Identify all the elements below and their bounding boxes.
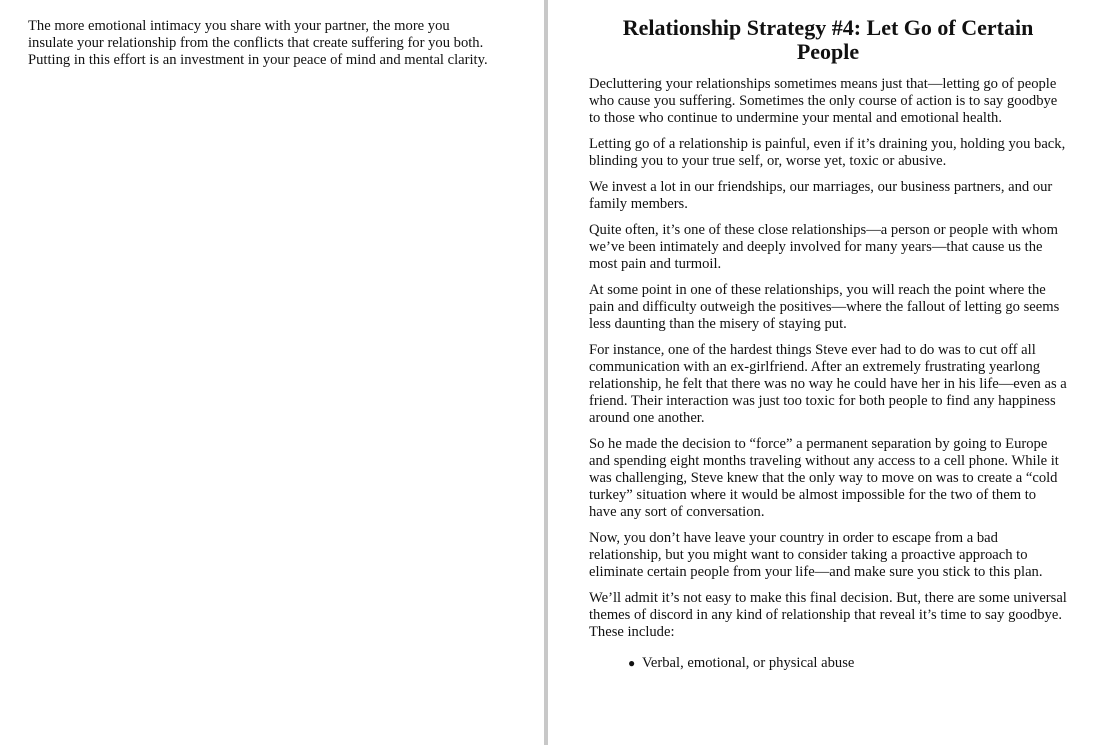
right-paragraph-4: Quite often, it’s one of these close relationships—a person or people with whom we’ve been intimately and deeply involved for many years—that cause us the most pain and turmoil. [589,222,1058,272]
right-paragraph-1: Decluttering your relationships sometimes means just that—letting go of people who cause you suffering. Sometimes the only course of action is to say goodbye to those who continue to undermine your mental and emotional health. [589,76,1058,126]
left-paragraph-1: The more emotional intimacy you share with your partner, the more you insulate your relationship from the conflicts that create suffering for you both. Putting in this effort is an investment in your peace of mind and mental clarity. [28,18,488,68]
bullet-item-text: Verbal, emotional, or physical abuse [642,655,855,671]
right-page-text [589,16,1067,672]
right-paragraph-5: At some point in one of these relationships, you will reach the point where the pain and difficulty outweigh the positives—where the fallout of letting go seems less daunting than the misery of staying put. [589,282,1060,332]
right-paragraph-8: Now, you don’t have leave your country in order to escape from a bad relationship, but you might want to consider taking a proactive approach to eliminate certain people from your life—and make sure you stick to this plan. [589,530,1043,580]
right-paragraph-3: We invest a lot in our friendships, our marriages, our business partners, and our family members. [589,179,1053,212]
left-page [0,0,544,745]
right-paragraph-9: We’ll admit it’s not easy to make this final decision. But, there are some universal themes of discord in any kind of relationship that reveal it’s time to say goodbye. These include: [589,590,1067,640]
bullet-dot-icon: ● [628,656,636,670]
bullet-item [628,655,1067,672]
section-heading: Relationship Strategy #4: Let Go of Certain People [622,15,1034,64]
right-page [548,0,1096,745]
left-page-text [28,18,498,69]
bullet-list [589,655,1067,672]
right-paragraph-6: For instance, one of the hardest things Steve ever had to do was to cut off all communication with an ex-girlfriend. After an extremely frustrating yearlong relationship, he felt that there was no way he could have her in his life—even as a friend. Their interaction was just too toxic for both people to find any happiness around one another. [589,342,1067,426]
right-paragraph-7: So he made the decision to “force” a permanent separation by going to Europe and spending eight months traveling without any access to a cell phone. While it was challenging, Steve knew that the only way to move on was to create a “cold turkey” situation where it would be almost impossible for the two of them to have any sort of conversation. [589,436,1059,520]
right-paragraph-2: Letting go of a relationship is painful, even if it’s draining you, holding you back, blinding you to your true self, or, worse yet, toxic or abusive. [589,136,1066,169]
